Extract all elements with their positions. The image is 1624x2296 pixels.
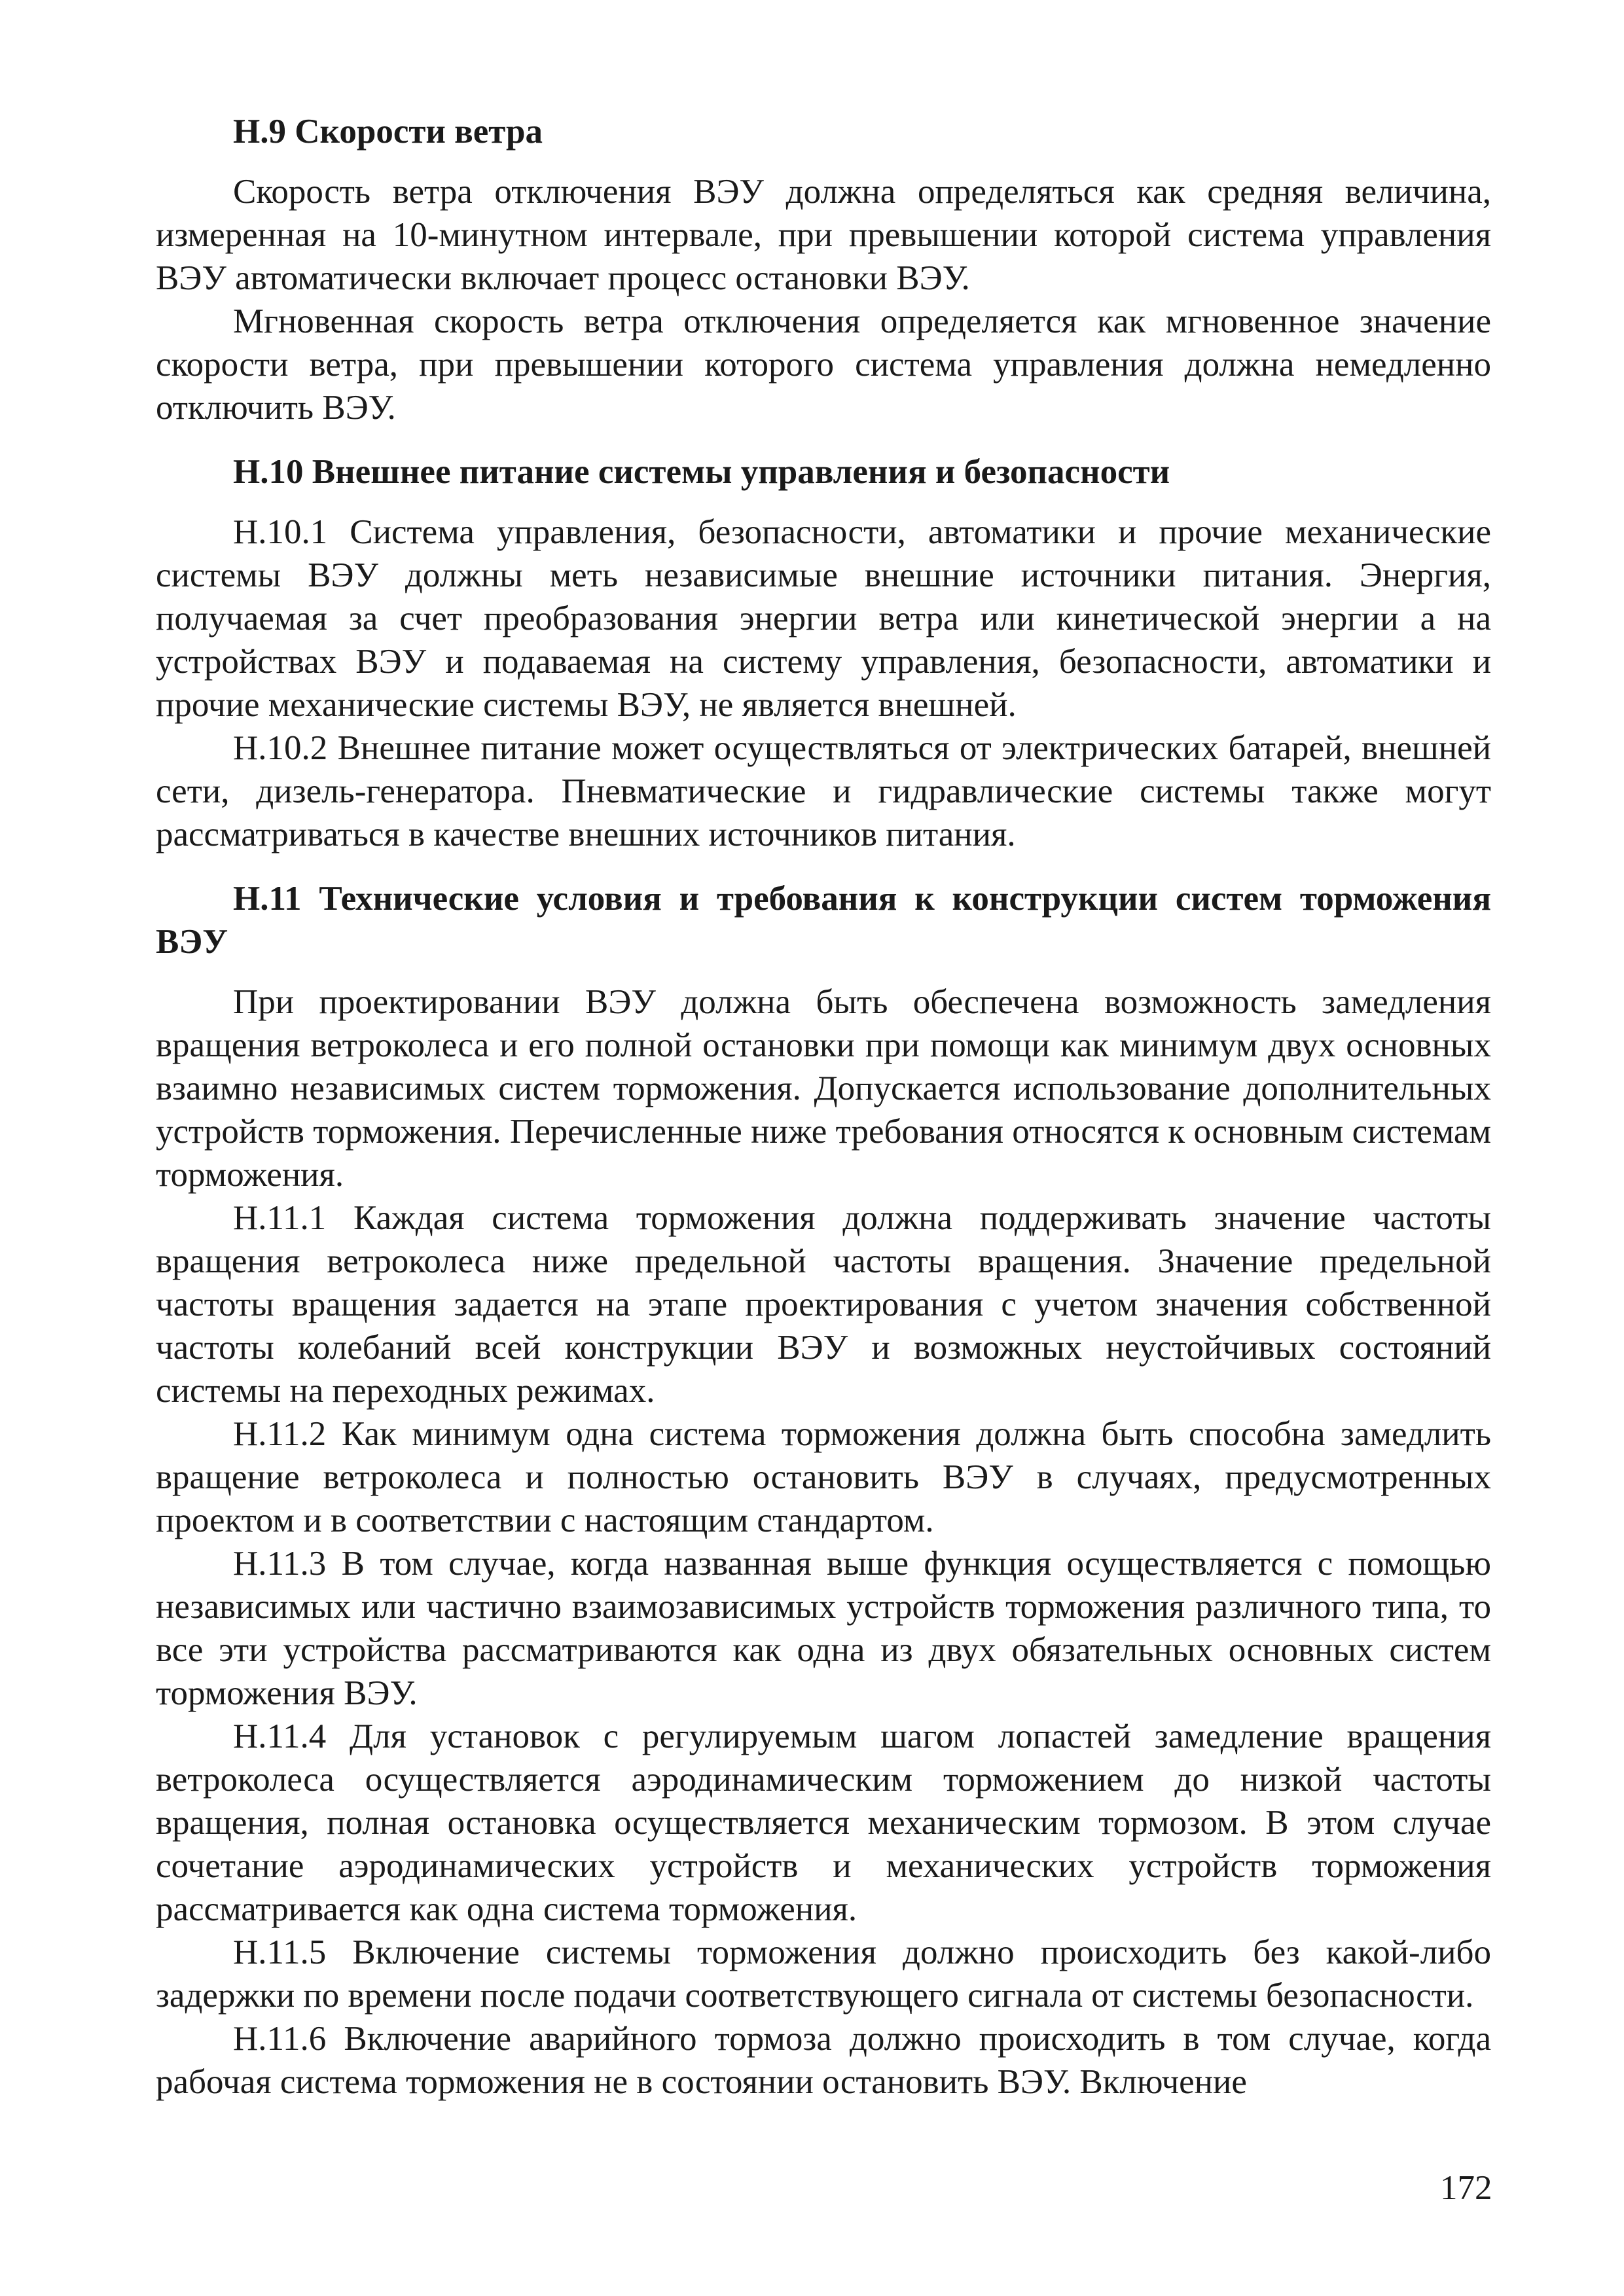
section-heading: Н.10 Внешнее питание системы управления и безопасности — [233, 453, 1170, 491]
page-number: 172 — [1440, 2169, 1492, 2207]
paragraph: Н.10.2 Внешнее питание может осуществляться от электрических батарей, внешней сети, дизель-генератора. Пневматические и гидравлические системы также могут рассматриваться в качестве внешних источников питания. — [156, 729, 1491, 853]
paragraph: Н.11.4 Для установок с регулируемым шагом лопастей замедление вращения ветроколеса осуществляется аэродинамическим торможением до низкой частоты вращения, полная остановка осуществляется механическим тормозом. В этом случае сочетание аэродинамических устройств и механических устройств торможения рассматривается как одна система торможения. — [156, 1717, 1491, 1928]
paragraph: Н.11.1 Каждая система торможения должна поддерживать значение частоты вращения ветроколеса ниже предельной частоты вращения. Значение предельной частоты вращения задается на этапе проектирования с учетом значения собственной частоты колебаний всей конструкции ВЭУ и возможных неустойчивых состояний системы на переходных режимах. — [156, 1199, 1491, 1410]
page-content — [156, 110, 1491, 2125]
section-heading: Н.9 Скорости ветра — [233, 113, 543, 151]
paragraph: Скорость ветра отключения ВЭУ должна определяться как средняя величина, измеренная на 10-минутном интервале, при превышении которой система управления ВЭУ автоматически включает процесс остановки ВЭУ. — [156, 173, 1491, 297]
section-h10 — [156, 450, 1491, 856]
paragraph: Н.11.3 В том случае, когда названная выше функция осуществляется с помощью независимых или частично взаимозависимых устройств торможения различного типа, то все эти устройства рассматриваются как одна из двух обязательных основных систем торможения ВЭУ. — [156, 1545, 1491, 1712]
paragraph: При проектировании ВЭУ должна быть обеспечена возможность замедления вращения ветроколеса и его полной остановки при помощи как минимум двух основных взаимно независимых систем торможения. Допускается использование дополнительных устройств торможения. Перечисленные ниже требования относятся к основным системам торможения. — [156, 983, 1491, 1194]
paragraph: Н.10.1 Система управления, безопасности, автоматики и прочие механические системы ВЭУ должны меть независимые внешние источники питания. Энергия, получаемая за счет преобразования энергии ветра или кинетической энергии а на устройствах ВЭУ и подаваемая на систему управления, безопасности, автоматики и прочие механические системы ВЭУ, не является внешней. — [156, 513, 1491, 724]
paragraph: Н.11.6 Включение аварийного тормоза должно происходить в том случае, когда рабочая система торможения не в состоянии остановить ВЭУ. Включение — [156, 2020, 1491, 2101]
section-h9 — [156, 110, 1491, 429]
paragraph: Мгновенная скорость ветра отключения определяется как мгновенное значение скорости ветра, при превышении которого система управления должна немедленно отключить ВЭУ. — [156, 302, 1491, 427]
section-h11 — [156, 877, 1491, 2104]
paragraph: Н.11.2 Как минимум одна система торможения должна быть способна замедлить вращение ветроколеса и полностью остановить ВЭУ в случаях, предусмотренных проектом и в соответствии с настоящим стандартом. — [156, 1415, 1491, 1539]
paragraph: Н.11.5 Включение системы торможения должно происходить без какой-либо задержки по времени после подачи соответствующего сигнала от системы безопасности. — [156, 1933, 1491, 2015]
section-heading: Н.11 Технические условия и требования к конструкции систем торможения ВЭУ — [156, 880, 1491, 961]
